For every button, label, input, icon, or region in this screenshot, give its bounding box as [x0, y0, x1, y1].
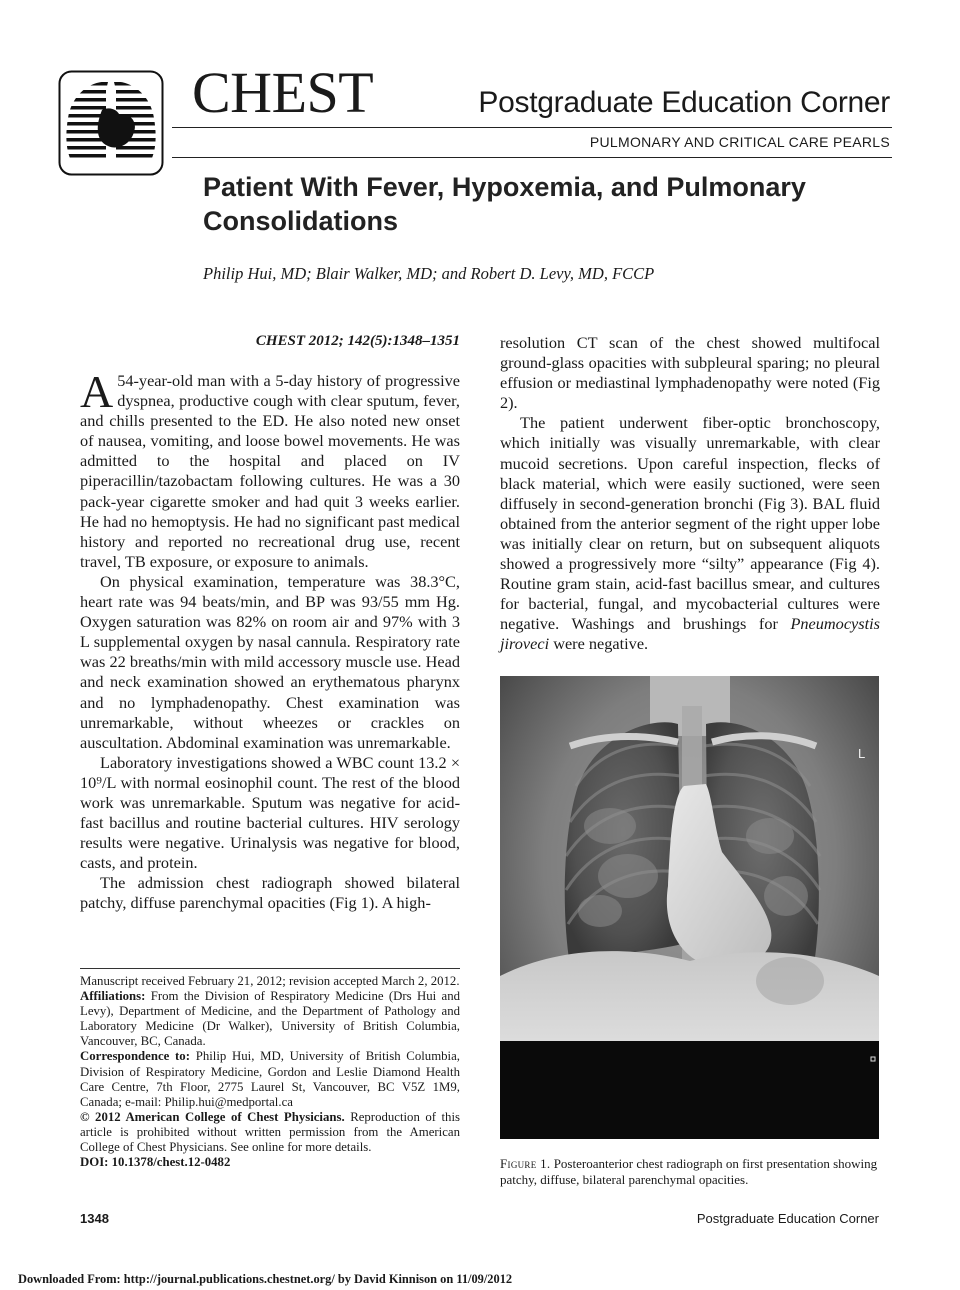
page-number: 1348	[80, 1211, 109, 1226]
chest-lungs-logo-icon	[58, 70, 164, 176]
body-column-right	[500, 333, 880, 655]
chest-radiograph-figure	[500, 676, 879, 1139]
note-label: Affiliations:	[80, 989, 146, 1004]
citation: CHEST 2012; 142(5):1348–1351	[255, 333, 460, 349]
body-column-left	[80, 366, 460, 914]
drop-cap: A	[80, 366, 114, 417]
running-footer: Postgraduate Education Corner	[696, 1211, 879, 1226]
body-paragraph: Laboratory investigations showed a WBC count 13.2 × 10⁹/L with normal eosinophil count. The rest of the blood work was unremarkable. Sputum was negative for acid-fast bacillus and routine bacterial cultures. HIV serology results were negative. Urinalysis was negative for blood, casts, and protein.	[80, 752, 460, 873]
article-title: Patient With Fever, Hypoxemia, and Pulmonary Consolidations	[203, 172, 806, 236]
affiliations-note	[80, 989, 460, 1049]
note-label: Correspondence to:	[80, 1049, 190, 1064]
paragraph-text: 54-year-old man with a 5-day history of progressive dyspnea, productive cough with clear sputum, fever, and chills presented to the ED. He also noted new onset of nausea, vomiting, and loose bowel movements. He was admitted to the hospital and placed on IV piperacillin/tazobactam following cultures. He was a 30 pack-year cigarette smoker and had quit 3 weeks earlier. He had no hemoptysis. He had no significant past medical history and reported no recreational drug use, recent travel, TB exposure, or exposure to animals.	[80, 371, 460, 571]
organism-name: Pneumocystis jiroveci	[500, 614, 880, 654]
doi-link[interactable]: 10.1378/chest.12-0482	[111, 1155, 231, 1170]
body-paragraph	[500, 413, 880, 654]
footnote-rule	[80, 968, 460, 969]
caption-text: Posteroanterior chest radiograph on first presentation showing patchy, diffuse, bilateral parenchymal opacities.	[500, 1156, 878, 1187]
body-paragraph: resolution CT scan of the chest showed multifocal ground-glass opacities with subpleural sparing; no pleural effusion or mediastinal lymphadenopathy were noted (Fig 2).	[500, 333, 880, 413]
note-label: DOI:	[80, 1155, 109, 1170]
doi-note	[80, 1155, 460, 1170]
paragraph-text: The patient underwent fiber-optic bronchoscopy, which initially was visually unremarkable, with clear mucoid secretions. Upon careful inspection, flecks of black material, which were easily suctioned, were seen diffusely in second-generation bronchi (Fig 3). BAL fluid obtained from the anterior segment of the right upper lobe was initially clear on return, but on subsequent aliquots showed a progressively more “silty” appearance (Fig 4). Routine gram stain, acid-fast bacillus smear, and cultures for bacterial, fungal, and mycobacterial cultures were negative. Washings and brushings for	[500, 413, 880, 634]
download-notice: Downloaded From: http://journal.publications.chestnet.org/ by David Kinnison on 11/09/2012	[18, 1272, 513, 1286]
correspondence-note	[80, 1049, 460, 1109]
figure-label: Figure 1.	[500, 1156, 551, 1171]
journal-name: CHEST	[192, 60, 374, 125]
author-list: Philip Hui, MD; Blair Walker, MD; and Robert D. Levy, MD, FCCP	[203, 264, 655, 283]
figure-caption	[500, 1156, 880, 1187]
footnotes	[80, 974, 460, 1170]
section-name: Postgraduate Education Corner	[478, 86, 890, 119]
header-rule	[172, 157, 892, 158]
received-note: Manuscript received February 21, 2012; revision accepted March 2, 2012.	[80, 974, 460, 988]
body-paragraph	[80, 366, 460, 572]
header-rule	[172, 127, 892, 128]
body-paragraph: On physical examination, temperature was 38.3°C, heart rate was 94 beats/min, and BP was 93/55 mm Hg. Oxygen saturation was 82% on room air and 97% with 3 L supplemental oxygen by nasal cannula. Respiratory rate was 22 breaths/min with mild accessory muscle use. Head and neck examination showed an erythematous pharynx and no lymphadenopathy. Chest examination was unremarkable, without wheezes or crackles on auscultation. Abdominal examination was unremarkable.	[80, 571, 460, 752]
note-text: Reproduction of this article is prohibited without written permission from the American College of Chest Physicians. See online for more details.	[80, 1109, 460, 1155]
series-name: PULMONARY AND CRITICAL CARE PEARLS	[589, 134, 890, 150]
paragraph-text: were negative.	[549, 634, 649, 654]
note-label: © 2012 American College of Chest Physicians.	[80, 1109, 345, 1124]
side-marker: L	[858, 746, 866, 761]
note-text: From the Division of Respiratory Medicine (Drs Hui and Levy), Department of Medicine, and the Department of Pathology and Laboratory Medicine (Dr Walker), University of British Columbia, Vancouver, BC, Canada.	[80, 989, 460, 1049]
body-paragraph: The admission chest radiograph showed bilateral patchy, diffuse parenchymal opacities (Fig 1). A high-	[80, 873, 460, 913]
copyright-note	[80, 1110, 460, 1155]
note-text: Philip Hui, MD, University of British Columbia, Division of Respiratory Medicine, Gordon and Leslie Diamond Health Care Centre, 7th Floor, 2775 Laurel St, Vancouver, BC V5Z 1M9, Canada; e-mail: Philip.hui@medportal.ca	[80, 1049, 460, 1109]
